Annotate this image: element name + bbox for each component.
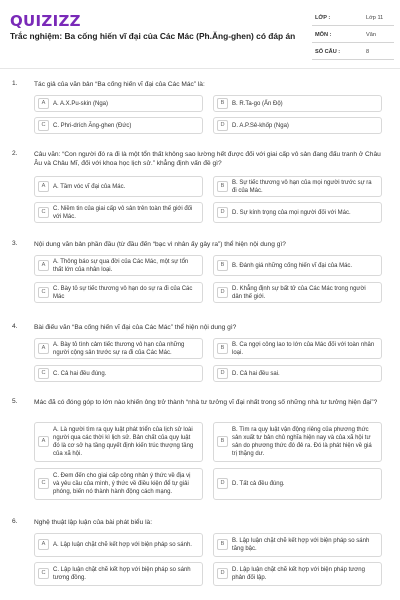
option-text: A. A.X.Pu-skin (Nga): [53, 100, 109, 107]
worksheet-meta: [312, 12, 394, 63]
question-number: 6.: [12, 518, 18, 525]
option-text: C. Bày tỏ sự tiếc thương vô hạn do sự ra đi của Các Mác: [53, 285, 193, 300]
option-a[interactable]: [34, 176, 203, 197]
option-text: A. Lập luận chặt chẽ kết hợp với biện pháp so sánh.: [53, 542, 192, 548]
option-text: B. Tìm ra quy luật vận động riêng của phương thức sản xuất tư bản chủ nghĩa hiện nay và của xã hội tư sản do phương thức đó đẻ ra. Đó là phát hiện về giá trị thặng dư.: [232, 427, 372, 457]
option-text: D. Cả hai đều sai.: [232, 370, 280, 377]
option-letter-badge: B: [217, 539, 228, 550]
option-b[interactable]: [213, 422, 382, 462]
question-text: Mác đã có đóng góp to lớn nào khiến ông trở thành “nhà tư tưởng vĩ đại nhất trong số những nhà tư tưởng hiện đại”?: [34, 399, 378, 406]
meta-value: 8: [366, 49, 370, 55]
option-letter-badge: B: [217, 343, 228, 354]
option-a[interactable]: [34, 95, 203, 112]
option-a[interactable]: [34, 338, 203, 359]
option-d[interactable]: [213, 365, 382, 382]
option-text: C. Phri-drích Ăng-ghen (Đức): [53, 122, 132, 129]
question-number: 4.: [12, 323, 18, 330]
option-text: D. Khẳng định sự bất tử của Các Mác trong người dân thế giới.: [232, 285, 366, 300]
worksheet-title: Trắc nghiệm: Ba cống hiến vĩ đại của Các Mác (Ph.Ăng-ghen) có đáp án: [10, 31, 296, 41]
option-text: D. Sự kính trọng của mọi người đối với Mác.: [232, 209, 351, 216]
meta-row-class: [312, 12, 394, 26]
option-letter-badge: C: [38, 368, 49, 379]
quizizz-logo: QUIZIZZ: [10, 12, 81, 30]
option-c[interactable]: [34, 468, 203, 500]
option-letter-badge: D: [217, 478, 228, 489]
question-number: 5.: [12, 398, 18, 405]
option-letter-badge: D: [217, 287, 228, 298]
question-text: Nội dung văn bản phần đầu (từ đầu đến “bạc vì nhân ấy gây ra”) thể hiện nội dung gì?: [34, 241, 286, 248]
option-text: A. Tầm vóc vĩ đại của Mác.: [53, 183, 126, 190]
option-c[interactable]: [34, 365, 203, 382]
option-text: A. Bày tỏ tình cảm tiếc thương vô hạn của những người cộng sản trước sự ra đi của Các Mác.: [53, 341, 185, 356]
option-letter-badge: C: [38, 120, 49, 131]
option-letter-badge: A: [38, 98, 49, 109]
option-text: D. Tất cả đều đúng.: [232, 481, 285, 487]
option-text: B. R.Ta-go (Ấn Độ): [232, 100, 283, 107]
option-text: C. Đem đến cho giai cấp công nhân ý thức về địa vị và yêu cầu của mình, ý thức về điều kiện để tự giải phóng, biến nó thành hành động cách mạng.: [53, 473, 191, 495]
question-text: Tác giả của văn bản “Ba cống hiến vĩ đại của Các Mác” là:: [34, 81, 205, 88]
question-number: 1.: [12, 80, 18, 87]
option-b[interactable]: [213, 176, 382, 197]
option-text: B. Đánh giá những cống hiến vĩ đại của Mác.: [232, 262, 353, 269]
option-letter-badge: C: [38, 568, 49, 579]
option-c[interactable]: [34, 117, 203, 134]
option-letter-badge: A: [38, 436, 49, 447]
option-letter-badge: C: [38, 207, 49, 218]
option-letter-badge: A: [38, 343, 49, 354]
question-text: Câu văn: “Con người đó ra đi là một tổn thất không sao lường hết được đối với giai cấp vô sản đang đấu tranh ở Châu Âu và Châu Mĩ, đối với khoa học lịch sử.” khẳng định vấn đề gì?: [34, 151, 381, 168]
option-text: B. Lập luận chặt chẽ kết hợp với biện pháp so sánh tăng bậc.: [232, 538, 370, 552]
option-a[interactable]: [34, 422, 203, 462]
option-letter-badge: D: [217, 120, 228, 131]
header-divider: [0, 68, 400, 69]
question-number: 3.: [12, 240, 18, 247]
option-letter-badge: A: [38, 260, 49, 271]
option-a[interactable]: [34, 255, 203, 276]
option-letter-badge: B: [217, 181, 228, 192]
option-c[interactable]: [34, 282, 203, 303]
option-text: D. A.P.Sê-khốp (Nga): [232, 122, 289, 129]
option-letter-badge: A: [38, 181, 49, 192]
option-a[interactable]: [34, 533, 203, 557]
option-d[interactable]: [213, 117, 382, 134]
meta-value: Lớp 11: [366, 15, 384, 21]
option-text: C. Cả hai đều đúng.: [53, 370, 107, 377]
option-text: B. Ca ngợi công lao to lớn của Mác đối với toàn nhân loại.: [232, 341, 375, 356]
option-letter-badge: A: [38, 539, 49, 550]
option-letter-badge: B: [217, 436, 228, 447]
option-b[interactable]: [213, 533, 382, 557]
option-letter-badge: C: [38, 287, 49, 298]
option-b[interactable]: [213, 255, 382, 276]
meta-row-count: [312, 46, 394, 60]
option-text: D. Lập luận chặt chẽ kết hợp với biện pháp tương phản đối lập.: [232, 567, 365, 581]
option-b[interactable]: [213, 95, 382, 112]
option-text: B. Sự tiếc thương vô hạn của mọi người trước sự ra đi của Mác.: [232, 179, 372, 194]
option-b[interactable]: [213, 338, 382, 359]
option-d[interactable]: [213, 562, 382, 586]
question-text: Bài điếu văn “Ba cống hiến vĩ đại của Các Mác” thể hiện nội dung gì?: [34, 324, 237, 331]
option-d[interactable]: [213, 282, 382, 303]
option-text: A. Thông báo sự qua đời của Các Mác, một sự tổn thất lớn của nhân loại.: [53, 258, 189, 273]
meta-row-subject: [312, 29, 394, 43]
meta-key: MÔN :: [315, 32, 332, 38]
option-text: C. Lập luận chặt chẽ kết hợp với biện pháp so sánh tương đồng.: [53, 567, 191, 581]
meta-key: SỐ CÂU :: [315, 49, 341, 55]
option-letter-badge: B: [217, 98, 228, 109]
option-letter-badge: D: [217, 568, 228, 579]
option-letter-badge: C: [38, 478, 49, 489]
meta-value: Văn: [366, 32, 376, 38]
option-letter-badge: D: [217, 207, 228, 218]
question-text: Nghệ thuật lập luận của bài phát biểu là:: [34, 519, 153, 526]
option-text: C. Niềm tin của giai cấp vô sản trên toàn thế giới đối với Mác.: [53, 205, 193, 220]
option-c[interactable]: [34, 202, 203, 223]
option-text: A. Là người tìm ra quy luật phát triển của lịch sử loài người qua các thời kì lịch sử. Bản chất của quy luật đó là cơ sở hạ tầng quyết định kiến trúc thượng tầng của xã hội.: [53, 427, 194, 457]
option-c[interactable]: [34, 562, 203, 586]
option-letter-badge: B: [217, 260, 228, 271]
meta-key: LỚP :: [315, 15, 331, 21]
option-d[interactable]: [213, 468, 382, 500]
option-letter-badge: D: [217, 368, 228, 379]
question-number: 2.: [12, 150, 18, 157]
worksheet-header: [0, 0, 400, 64]
option-d[interactable]: [213, 202, 382, 223]
